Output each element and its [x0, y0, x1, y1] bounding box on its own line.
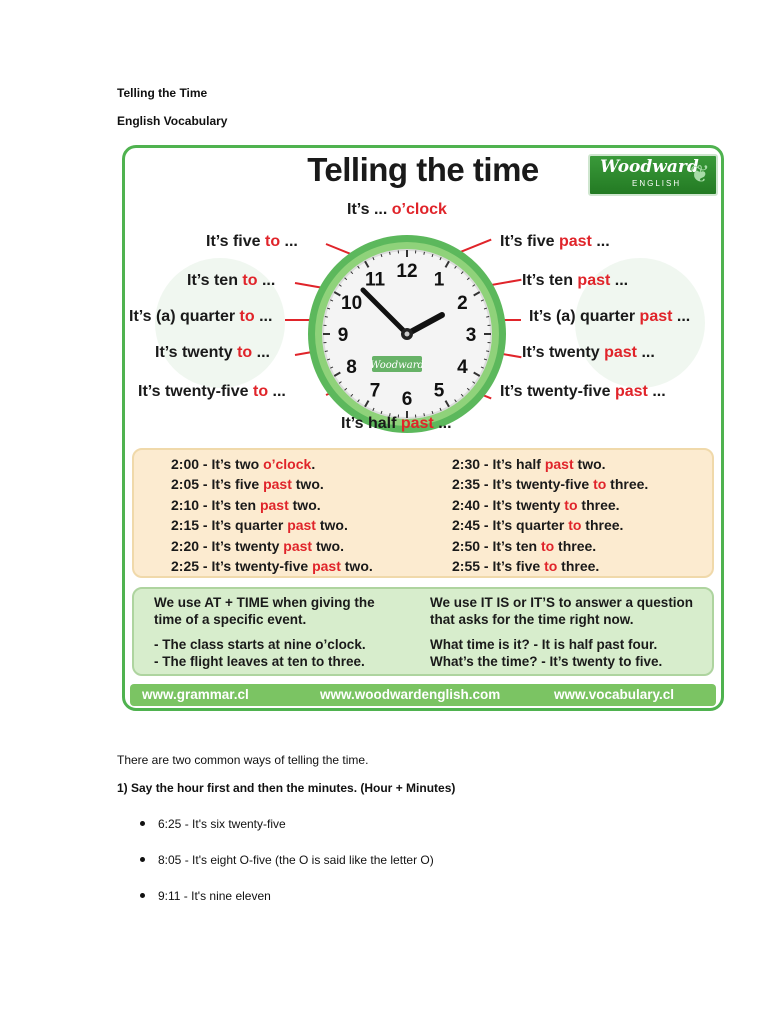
- clock-number: 10: [341, 293, 363, 314]
- clock-tick: [424, 252, 425, 255]
- clock-face: [307, 234, 507, 434]
- example-line: 2:00 - It’s two o’clock.: [171, 456, 316, 472]
- example-line: 2:10 - It’s ten past two.: [171, 496, 321, 513]
- list-item: 9:11 - It's nine eleven: [140, 889, 271, 903]
- clock-tick: [486, 351, 489, 352]
- phrase-five-to: It’s five to ...: [206, 233, 298, 250]
- clock-number: 8: [346, 357, 357, 378]
- examples-right: [452, 454, 648, 576]
- example-line: 2:55 - It’s five to three.: [452, 557, 600, 574]
- clock-center-logo: Woodward: [370, 360, 424, 371]
- document-subtitle: English Vocabulary: [117, 114, 228, 128]
- clock-tick: [325, 351, 328, 352]
- list-item: 6:25 - It's six twenty-five: [140, 817, 286, 831]
- list-item: 8:05 - It's eight O-five (the O is said like the letter O): [140, 853, 434, 867]
- examples-box: [132, 448, 714, 578]
- infographic-title: Telling the time: [307, 151, 539, 188]
- clock-number: 4: [457, 357, 468, 378]
- phrase-five-past: It’s five past ...: [500, 233, 610, 250]
- clock-number: 6: [401, 389, 413, 410]
- document-title: Telling the Time: [117, 86, 208, 100]
- clock-number: 3: [465, 325, 477, 346]
- clock-number: 2: [457, 293, 468, 314]
- phrase-ten-past: It’s ten past ...: [522, 272, 629, 289]
- clock-tick: [486, 317, 489, 318]
- clock-tick: [390, 252, 391, 255]
- usage-at-time: We use AT + TIME when giving the time of a specific event. - The class starts at nine o’clock. - The flight leaves at ten to three.: [154, 595, 375, 669]
- example-line: 2:30 - It’s half past two.: [452, 456, 606, 472]
- link-grammar[interactable]: www.grammar.cl: [142, 687, 249, 702]
- example-line: 2:45 - It’s quarter to three.: [452, 517, 624, 534]
- clock-tick: [325, 317, 328, 318]
- phrase-half-past: It’s half past ...: [341, 415, 452, 432]
- example-line: 2:05 - It’s five past two.: [171, 476, 324, 493]
- phrase-twenty-five-past: It’s twenty-five past ...: [500, 383, 666, 400]
- clock-number: 12: [396, 261, 418, 282]
- bullet-icon: [140, 857, 145, 862]
- example-line: 2:25 - It’s twenty-five past two.: [171, 557, 373, 574]
- phrase-quarter-to: It’s (a) quarter to ...: [129, 308, 273, 325]
- phrase-ten-to: It’s ten to ...: [187, 272, 276, 289]
- clock-number: 9: [337, 325, 349, 346]
- clock-number: 7: [369, 380, 381, 402]
- bullet-icon: [140, 821, 145, 826]
- telling-time-infographic: [122, 145, 724, 711]
- example-line: 2:20 - It’s twenty past two.: [171, 537, 344, 554]
- link-woodwardenglish[interactable]: www.woodwardenglish.com: [320, 687, 501, 702]
- clock-number: 11: [364, 269, 386, 291]
- bullet-icon: [140, 893, 145, 898]
- example-line: 2:40 - It’s twenty to three.: [452, 496, 620, 513]
- example-line: 2:15 - It’s quarter past two.: [171, 517, 348, 534]
- method-heading: 1) Say the hour first and then the minutes. (Hour + Minutes): [117, 781, 456, 795]
- phrase-twenty-five-to: It’s twenty-five to ...: [138, 383, 286, 400]
- link-vocabulary[interactable]: www.vocabulary.cl: [554, 687, 675, 702]
- infographic-footer: [130, 684, 716, 706]
- usage-box: [132, 587, 714, 676]
- usage-it-is: We use IT IS or IT’S to answer a question that asks for the time right now. What time is it? - It is half past four. What’s the time? - It’s twenty to five.: [430, 595, 694, 669]
- fern-icon: ❦: [689, 161, 710, 188]
- phrase-twenty-to: It’s twenty to ...: [155, 344, 270, 361]
- phrase-quarter-past: It’s (a) quarter past ...: [529, 308, 691, 325]
- phrase-twenty-past: It’s twenty past ...: [522, 344, 655, 361]
- example-line: 2:35 - It’s twenty-five to three.: [452, 476, 649, 493]
- phrase-oclock: It’s ... o’clock: [347, 201, 447, 218]
- intro-paragraph: There are two common ways of telling the time.: [117, 753, 369, 767]
- examples-left: [171, 454, 373, 576]
- example-line: 2:50 - It’s ten to three.: [452, 537, 597, 554]
- clock-number: 5: [433, 380, 445, 402]
- clock-number: 1: [433, 269, 445, 291]
- woodward-logo: Woodward ENGLISH ❦: [588, 154, 718, 196]
